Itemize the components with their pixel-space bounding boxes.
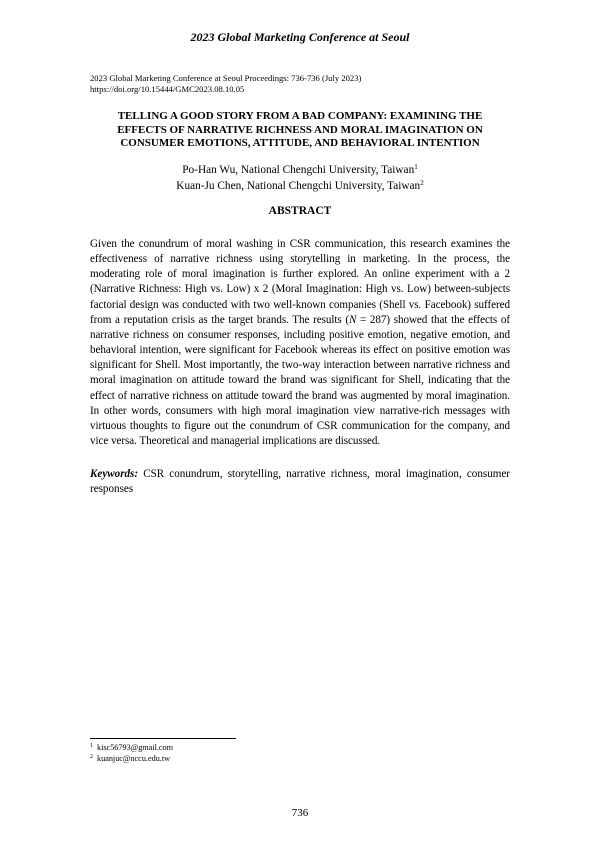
abstract-body [90,237,510,449]
abstract-heading: ABSTRACT [268,205,332,217]
footnote-mark: 2 [90,754,93,760]
proceedings-line: 2023 Global Marketing Conference at Seoul Proceedings: 736-736 (July 2023) [90,73,362,83]
doi-link[interactable]: https://doi.org/10.15444/GMC2023.08.10.05 [90,83,245,94]
citation-block [90,73,510,94]
footnote-email[interactable]: kisc56793@gmail.com [97,743,173,752]
footnote-marker: 2 [420,178,424,187]
footnote [90,753,173,764]
author-name: Po-Han Wu, National Chengchi University, Taiwan [182,164,415,176]
conference-header: 2023 Global Marketing Conference at Seoul [190,30,410,44]
keywords-label: Keywords: [90,468,139,480]
sample-size-symbol: N [349,313,357,326]
footnote [90,742,173,753]
abstract-text: Given the conundrum of moral washing in CSR communication, this research examines the effectiveness of narrative richness using storytelling in marketing. In the process, the moderating role of moral imagination is further explored. An online experiment with a 2 (Narrative Richness: High vs. Low) x 2 (Moral Imagination: High vs. Low) between-subjects factorial design was conducted with two well-known companies (Shell vs. Facebook) suffered from a reputation crisis as the target brands. The results ( [90,238,510,326]
title-line: TELLING A GOOD STORY FROM A BAD COMPANY: EXAMINING THE [117,110,483,122]
footnotes [90,742,173,764]
page-number: 736 [291,807,309,819]
author-line [0,163,600,179]
keywords-block [90,467,510,497]
footnote-divider [90,738,236,739]
keywords-text: CSR conundrum, storytelling, narrative richness, moral imagination, consumer responses [90,468,510,496]
paper-title [80,110,520,151]
footnote-marker: 1 [414,163,418,171]
footnote-email[interactable]: kuanjuc@nccu.edu.tw [97,754,171,763]
footnote-mark: 1 [90,743,93,749]
title-line: EFFECTS OF NARRATIVE RICHNESS AND MORAL IMAGINATION ON [117,123,483,136]
author-list [0,163,600,194]
abstract-text: = 287) showed that the effects of narrative richness on consumer responses, including positive emotion, negative emotion, and behavioral intention, were significant for Facebook whereas its effect on positive emotion was significant for Shell. Most importantly, the two-way interaction between narrative richness and moral imagination on attitude toward the brand was significant for Shell, indicating that the effect of narrative richness on attitude toward the brand was augmented by moral imagination. In other words, consumers with high moral imagination view narrative-rich messages with virtuous thoughts to figure out the conundrum of CSR communication for the company, and vice versa. Theoretical and managerial implications are discussed. [90,313,510,448]
author-name: Kuan-Ju Chen, National Chengchi University, Taiwan [176,179,421,192]
title-line: CONSUMER EMOTIONS, ATTITUDE, AND BEHAVIORAL INTENTION [120,137,480,149]
author-line [0,179,600,195]
